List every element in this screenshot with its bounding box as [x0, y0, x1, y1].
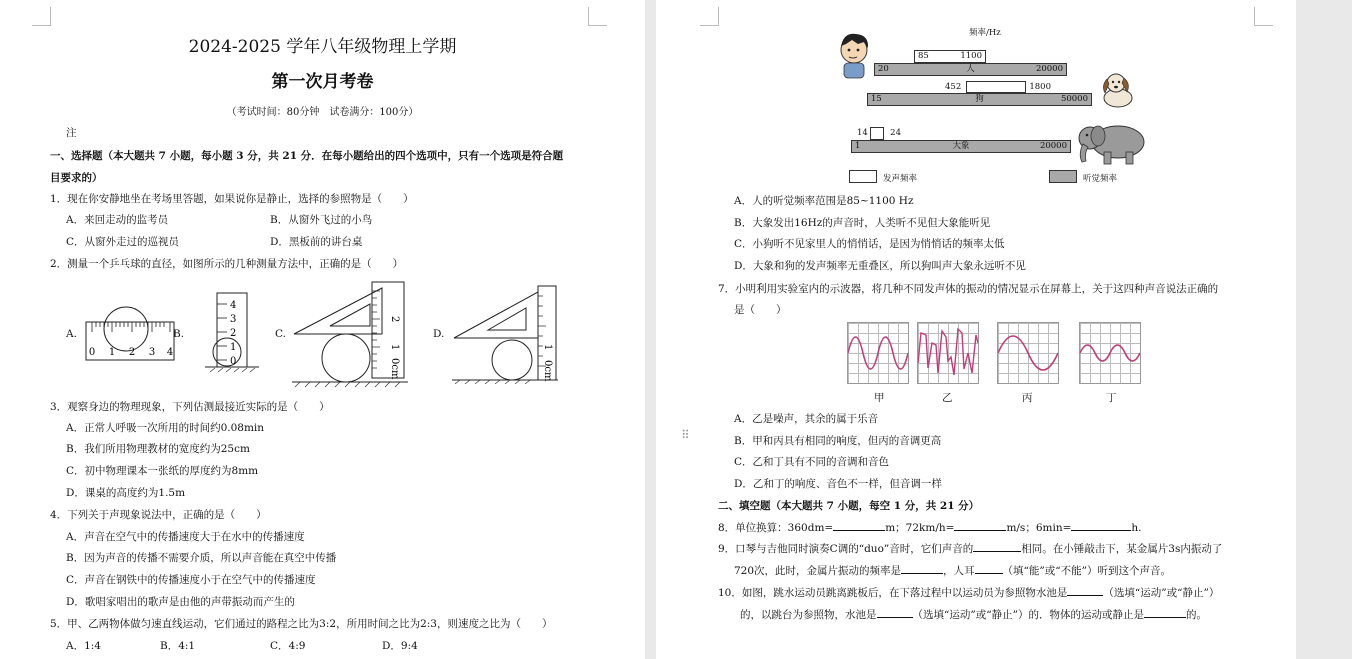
dog-icon	[1096, 70, 1138, 110]
ruler-a-tick: 1	[108, 347, 116, 358]
legend-hear-swatch	[1049, 170, 1077, 183]
section-heading: 一、选择题（本大题共 7 小题，每小题 3 分，共 21 分．在每小题给出的四个选项中，只有一个选项是符合题	[50, 150, 564, 162]
option-7b: B．甲和丙具有相同的响度，但丙的音调更高	[734, 435, 942, 447]
option-1b: B．从窗外飞过的小鸟	[270, 214, 373, 226]
option-3c: C．初中物理课本一张纸的厚度约为8mm	[66, 465, 259, 477]
elephant-emit-high: 24	[890, 128, 901, 138]
exam-page-right	[656, 0, 1296, 659]
q8-blank[interactable]	[833, 520, 885, 531]
dog-emit-bar	[945, 81, 1051, 93]
figure-label-c: C.	[275, 328, 286, 340]
question-3: 3．观察身边的物理现象，下列估测最接近实际的是（ ）	[50, 401, 330, 413]
ruler-a-tick: 3	[148, 347, 156, 358]
legend-emit-label: 发声频率	[883, 174, 918, 184]
elephant-hear-bar	[851, 140, 1071, 153]
option-1d: D．黑板前的讲台桌	[270, 236, 363, 248]
q10-text: 的，以跳台为参照物，水池是	[740, 609, 877, 621]
question-7: 7．小明利用实验室内的示波器，将几种不同发声体的振动的情况显示在屏幕上，关于这四种声音说法正确的	[718, 283, 1219, 295]
exam-title: 2024-2025 学年八年级物理上学期	[188, 37, 457, 57]
figure-label-a: A.	[66, 328, 77, 340]
ruler-b-tick: 2	[230, 328, 237, 339]
option-4c: C．声音在钢铁中的传播速度小于在空气中的传播速度	[66, 574, 316, 586]
option-4b: B．因为声音的传播不需要介质，所以声音能在真空中传播	[66, 552, 337, 564]
q9-text: 720次，此时，金属片振动的频率是	[734, 565, 902, 577]
question-10-line2	[740, 607, 1207, 622]
ruler-figure-a	[84, 300, 176, 362]
q10-blank[interactable]	[1144, 607, 1186, 618]
q9-text: 相同。在小锤敲击下，某金属片3s内振动了	[1021, 543, 1223, 555]
question-7-cont: 是（ ）	[734, 304, 787, 316]
elephant-emit-low: 14	[857, 128, 868, 138]
ruler-a-tick: 4	[166, 347, 174, 358]
option-6b: B．大象发出16Hz的声音时，人类听不见但大象能听见	[734, 217, 991, 229]
ruler-figure-d	[450, 282, 562, 384]
question-9-line2	[734, 563, 1171, 578]
elephant-hear-high: 20000	[1039, 141, 1067, 151]
human-emit-low: 85	[918, 51, 929, 61]
human-hear-high: 20000	[1035, 64, 1063, 74]
question-8	[718, 520, 1142, 535]
option-5b: B．4:1	[160, 640, 196, 652]
waveform-label-jia: 甲	[874, 392, 885, 404]
ruler-b-tick: 1	[230, 342, 237, 353]
ruler-a-tick: 0	[88, 347, 96, 358]
ruler-b-tick: 0	[230, 356, 237, 367]
q10-text: 10．如图，跳水运动员跳离跳板后，在下落过程中以运动员为参照物水池是	[718, 587, 1068, 599]
note-label: 注	[66, 127, 77, 139]
question-10-line1	[718, 585, 1219, 600]
q10-blank[interactable]	[1067, 585, 1103, 596]
elephant-emit-bar	[857, 127, 901, 140]
q10-text: 的。	[1185, 609, 1207, 621]
question-4: 4．下列关于声现象说法中，正确的是（ ）	[50, 509, 267, 521]
human-emit-high: 1100	[960, 51, 982, 61]
exam-page-left	[0, 0, 645, 659]
dog-emit-high: 1800	[1029, 82, 1051, 92]
waveform-label-ding: 丁	[1106, 392, 1117, 404]
q8-text: m；72km/h=	[885, 522, 955, 534]
ruler-c-tick: 1	[389, 344, 400, 351]
option-6d: D．大象和狗的发声频率无重叠区，所以狗叫声大象永远听不见	[734, 260, 1026, 272]
option-6a: A．人的听觉频率范围是85~1100 Hz	[734, 195, 914, 207]
exam-subtitle: 第一次月考卷	[271, 72, 374, 92]
waveform-jia	[847, 322, 909, 384]
q9-blank[interactable]	[901, 563, 943, 574]
waveform-ding	[1079, 322, 1141, 384]
human-hear-bar	[874, 63, 1067, 76]
ruler-a-tick: 2	[128, 347, 136, 358]
ruler-d-tick: 1	[542, 344, 553, 351]
option-3b: B．我们所用物理教材的宽度约为25cm	[66, 443, 250, 455]
option-3d: D．课桌的高度约为1.5m	[66, 487, 186, 499]
q8-blank[interactable]	[1071, 520, 1131, 531]
question-2: 2．测量一个乒乓球的直径，如图所示的几种测量方法中，正确的是（ ）	[50, 258, 404, 270]
drag-handle-icon[interactable]: ⠿	[681, 428, 690, 442]
ruler-figure-c	[290, 276, 410, 388]
option-5d: D．9:4	[382, 640, 418, 652]
dog-emit-low: 452	[945, 82, 962, 92]
crop-mark	[32, 7, 51, 26]
option-7d: D．乙和丁的响度、音色不一样，但音调一样	[734, 478, 942, 490]
option-1a: A．来回走动的监考员	[66, 214, 169, 226]
q9-text: ，人耳	[943, 565, 975, 577]
q10-text: （选填“运动”或“静止”）	[1103, 587, 1220, 599]
option-7c: C．乙和丁具有不同的音调和音色	[734, 456, 890, 468]
option-1c: C．从窗外走过的巡视员	[66, 236, 180, 248]
ruler-c-tick: 0cm	[389, 358, 400, 380]
elephant-name: 大象	[952, 141, 970, 151]
q8-text: h.	[1131, 522, 1142, 534]
dog-hear-high: 50000	[1060, 94, 1088, 104]
question-9-line1	[718, 541, 1222, 556]
q8-blank[interactable]	[954, 520, 1006, 531]
human-hear-low: 20	[878, 64, 889, 74]
elephant-hear-low: 1	[855, 141, 861, 151]
crop-mark	[700, 7, 719, 26]
legend-emit-swatch	[849, 170, 877, 183]
crop-mark	[1254, 7, 1273, 26]
option-5a: A．1:4	[66, 640, 101, 652]
legend-hear-label: 听觉频率	[1083, 174, 1118, 184]
boy-icon	[836, 30, 874, 80]
option-3a: A．正常人呼吸一次所用的时间约0.08min	[66, 422, 265, 434]
elephant-icon	[1074, 118, 1152, 166]
option-7a: A．乙是噪声，其余的属于乐音	[734, 413, 879, 425]
waveform-label-bing: 丙	[1022, 392, 1033, 404]
waveform-yi	[917, 322, 979, 384]
dog-name: 狗	[975, 94, 984, 104]
question-5: 5．甲、乙两物体做匀速直线运动，它们通过的路程之比为3:2，所用时间之比为2:3，则速度之比为（ ）	[50, 618, 553, 630]
section-heading-cont: 目要求的）	[50, 172, 103, 184]
crop-mark	[588, 7, 607, 26]
option-5c: C．4:9	[270, 640, 306, 652]
q9-text: （填“能”或“不能”）听到这个声音。	[1002, 565, 1172, 577]
exam-info: （考试时间：80分钟 试卷满分：100分）	[226, 107, 419, 118]
question-1: 1．现在你安静地坐在考场里答题，如果说你是静止，选择的参照物是（ ）	[50, 193, 414, 205]
q10-blank[interactable]	[877, 607, 913, 618]
ruler-b-tick: 3	[230, 314, 237, 325]
q10-text: （选填“运动”或“静止”）的．物体的运动或静止是	[912, 609, 1144, 621]
q9-blank[interactable]	[975, 563, 1003, 574]
ruler-d-tick: 0cm	[542, 360, 553, 382]
option-4a: A．声音在空气中的传播速度大于在水中的传播速度	[66, 531, 305, 543]
q8-text: m/s；6min=	[1006, 522, 1072, 534]
human-name: 人	[966, 64, 975, 74]
waveform-bing	[997, 322, 1059, 384]
human-emit-bar	[914, 50, 986, 63]
q9-blank[interactable]	[973, 541, 1021, 552]
frequency-axis-label: 频率/Hz	[969, 28, 1001, 38]
section-2-heading: 二、填空题（本大题共 7 小题，每空 1 分，共 21 分）	[718, 500, 980, 512]
option-6c: C．小狗听不见家里人的悄悄话，是因为悄悄话的频率太低	[734, 238, 1005, 250]
q8-text: 8．单位换算：360dm=	[718, 522, 834, 534]
ruler-c-tick: 2	[389, 316, 400, 323]
waveform-label-yi: 乙	[942, 392, 953, 404]
dog-hear-bar	[867, 93, 1092, 106]
ruler-figure-b	[205, 290, 261, 372]
q9-text: 9．口琴与吉他同时演奏C调的“duo”音时，它们声音的	[718, 543, 974, 555]
option-4d: D．歌唱家唱出的歌声是由他的声带振动而产生的	[66, 596, 295, 608]
ruler-b-tick: 4	[230, 300, 237, 311]
figure-label-b: B.	[173, 328, 185, 340]
figure-label-d: D.	[433, 328, 445, 340]
dog-hear-low: 15	[871, 94, 882, 104]
